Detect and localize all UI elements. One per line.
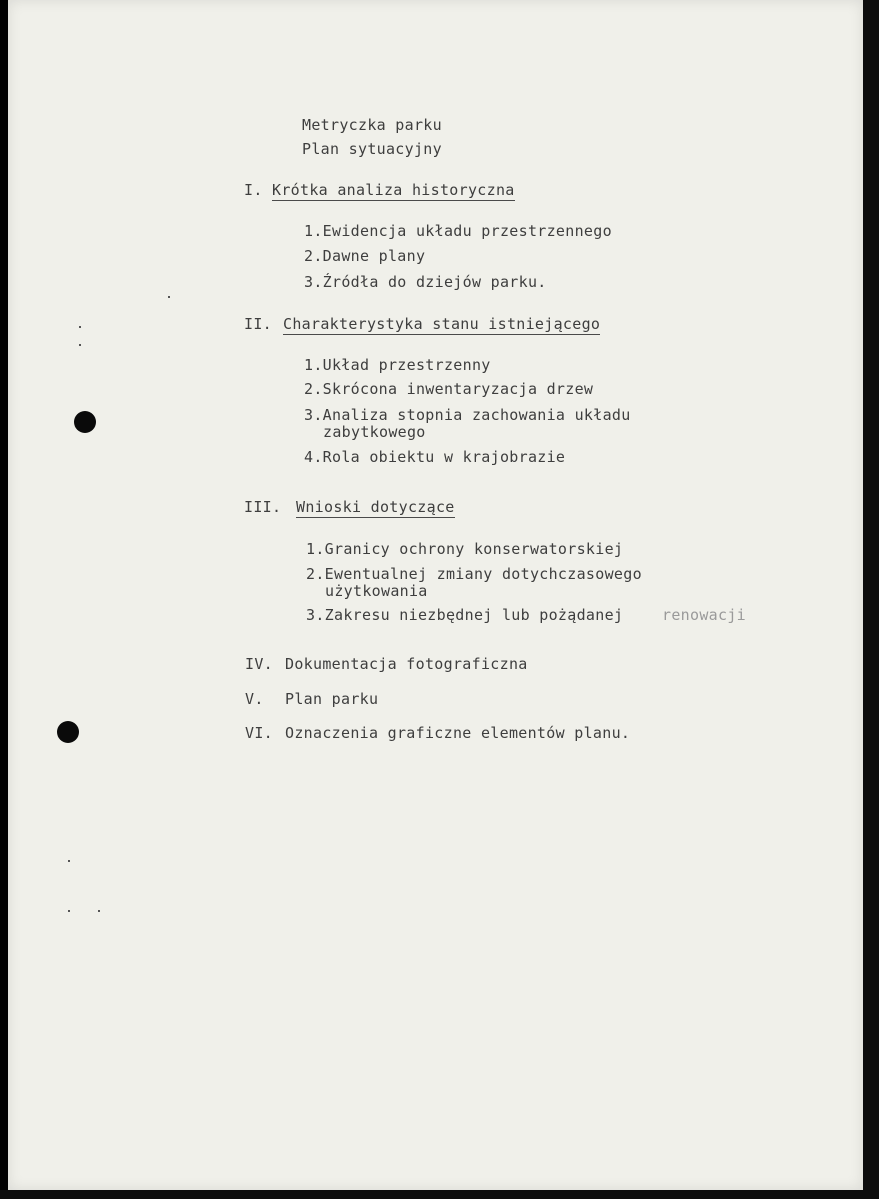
section-title: Charakterystyka stanu istniejącego	[283, 315, 601, 333]
section-numeral: V.	[245, 690, 264, 708]
list-item: 2.Ewentualnej zmiany dotychczasowego	[306, 565, 642, 583]
document-page	[8, 0, 863, 1190]
scan-speck	[168, 296, 170, 298]
scan-speck	[68, 910, 70, 912]
section-title: Oznaczenia graficzne elementów planu.	[285, 724, 631, 742]
list-item: 1.Granicy ochrony konserwatorskiej	[306, 540, 624, 558]
scan-border-right	[863, 0, 879, 1199]
document-heading-line1: Metryczka parku	[302, 116, 442, 134]
list-item: 3.Źródła do dziejów parku.	[304, 273, 547, 291]
list-item-continuation-faint: renowacji	[662, 606, 746, 624]
scan-speck	[79, 326, 81, 328]
list-item: 3.Zakresu niezbędnej lub pożądanej	[306, 606, 624, 624]
list-item-continuation: użytkowania	[325, 582, 428, 600]
section-title: Krótka analiza historyczna	[272, 181, 515, 199]
section-title: Dokumentacja fotograficzna	[285, 655, 528, 673]
scan-speck	[79, 344, 81, 346]
section-title: Plan parku	[285, 690, 379, 708]
section-numeral: II.	[244, 315, 272, 333]
list-item-continuation: zabytkowego	[323, 423, 426, 441]
scan-speck	[98, 910, 100, 912]
section-numeral: III.	[244, 498, 282, 516]
scan-border-bottom	[0, 1190, 879, 1199]
list-item: 2.Skrócona inwentaryzacja drzew	[304, 380, 594, 398]
list-item: 1.Układ przestrzenny	[304, 356, 491, 374]
punch-hole-upper	[74, 411, 96, 433]
document-heading-line2: Plan sytuacyjny	[302, 140, 442, 158]
list-item: 4.Rola obiektu w krajobrazie	[304, 448, 566, 466]
section-numeral: IV.	[245, 655, 273, 673]
section-numeral: VI.	[245, 724, 273, 742]
section-title: Wnioski dotyczące	[296, 498, 455, 516]
scan-speck	[68, 860, 70, 862]
list-item: 1.Ewidencja układu przestrzennego	[304, 222, 612, 240]
punch-hole-lower	[57, 721, 79, 743]
section-numeral: I.	[244, 181, 263, 199]
list-item: 3.Analiza stopnia zachowania układu	[304, 406, 631, 424]
list-item: 2.Dawne plany	[304, 247, 426, 265]
